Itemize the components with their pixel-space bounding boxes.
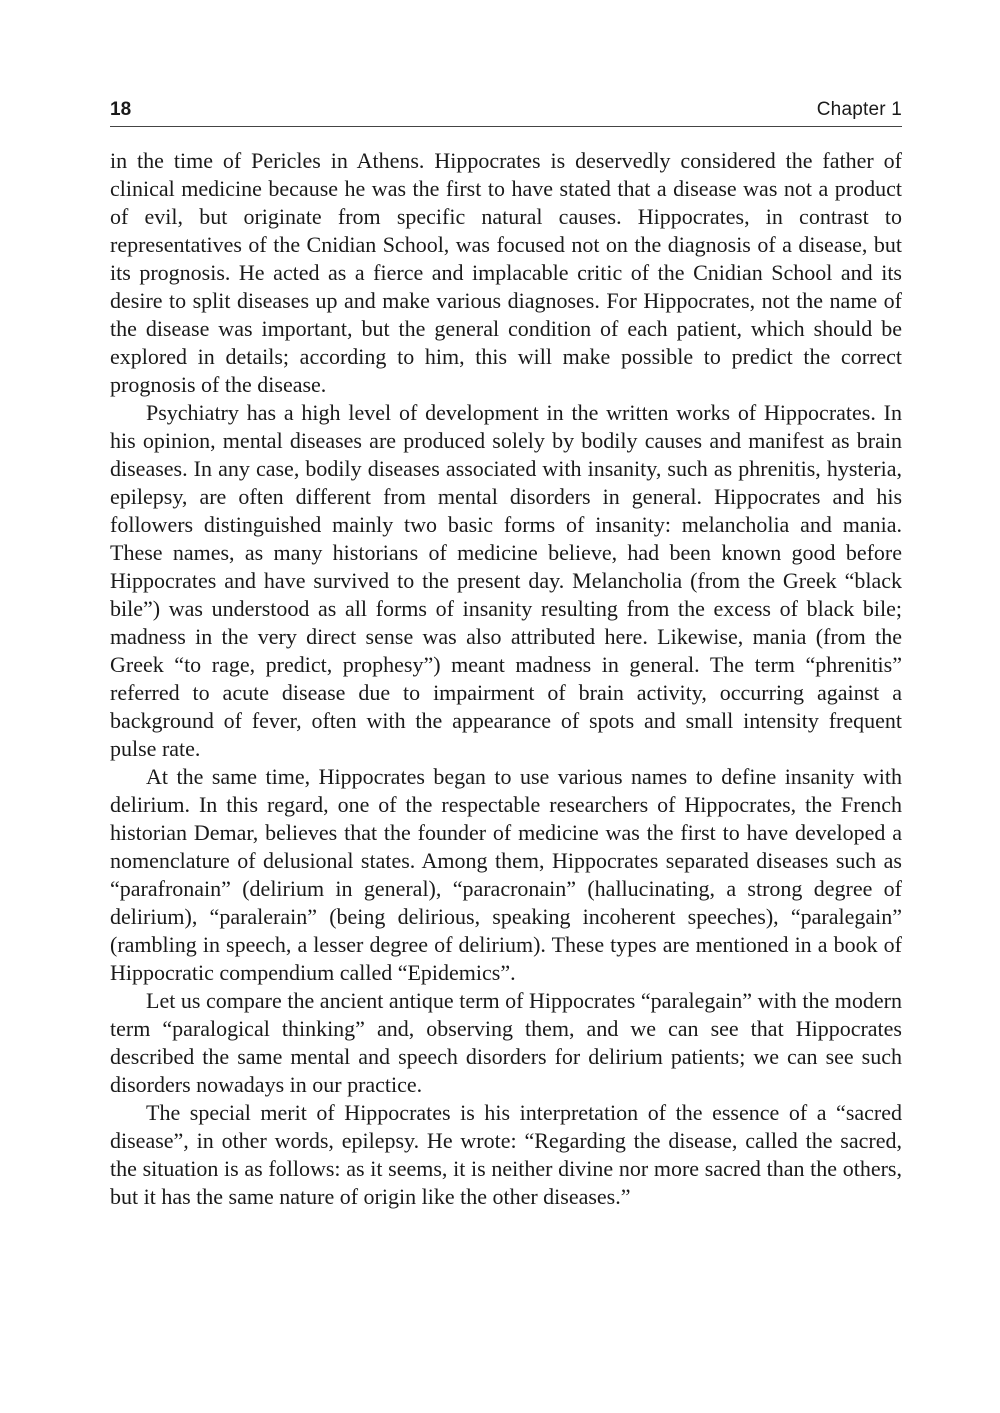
paragraph-sacred-disease: The special merit of Hippocrates is his interpretation of the essence of a “sacred disease”, in other words, epilepsy. He wrote: “Regarding the disease, called the sacred, the situation is as follows: as it seems, it is neither divine nor more sacred than the others, but it has the same nature of origin like the other diseases.” [110,1100,902,1209]
paragraph-comparison: Let us compare the ancient antique term of Hippocrates “paralegain” with the modern term “paralogical thinking” and, observing them, and we can see that Hippocrates described the same mental and speech disorders for delirium patients; we can see such disorders nowadays in our practice. [110,988,902,1097]
page-number: 18 [110,99,132,120]
chapter-label: Chapter 1 [816,99,902,120]
paragraph-continuation: in the time of Pericles in Athens. Hippocrates is deservedly considered the father of clinical medicine because he was the first to have stated that a disease was not a product of evil, but originate from specific natural causes. Hippocrates, in contrast to representatives of the Cnidian School, was focused not on the diagnosis of a disease, but its prognosis. He acted as a fierce and implacable critic of the Cnidian School and its desire to split diseases up and make various diagnoses. For Hippocrates, not the name of the disease was important, but the general condition of each patient, which should be explored in details; according to him, this will make possible to predict the correct prognosis of the disease. [110,148,902,397]
paragraph-psychiatry: Psychiatry has a high level of development in the written works of Hippocrates. In his opinion, mental diseases are produced solely by bodily causes and manifest as brain diseases. In any case, bodily diseases associated with insanity, such as phrenitis, hysteria, epilepsy, are often different from mental disorders in general. Hippocrates and his followers distinguished mainly two basic forms of insanity: melancholia and mania. These names, as many historians of medicine believe, had been known good before Hippocrates and have survived to the present day. Melancholia (from the Greek “black bile”) was understood as all forms of insanity resulting from the excess of black bile; madness in the very direct sense was also attributed here. Likewise, mania (from the Greek “to rage, predict, prophesy”) meant madness in general. The term “phrenitis” referred to acute disease due to impairment of brain activity, occurring against a background of fever, often with the appearance of spots and small intensity frequent pulse rate. [110,400,902,761]
paragraph-delirium-names: At the same time, Hippocrates began to use various names to define insanity with delirium. In this regard, one of the respectable researchers of Hippocrates, the French historian Demar, believes that the founder of medicine was the first to have developed a nomenclature of delusional states. Among them, Hippocrates separated diseases such as “parafronain” (delirium in general), “paracronain” (hallucinating, a strong degree of delirium), “paralerain” (being delirious, speaking incoherent speeches), “paralegain” (rambling in speech, a lesser degree of delirium). These types are mentioned in a book of Hippocratic compendium called “Epidemics”. [110,764,902,985]
body-text [110,147,902,1211]
book-page [110,98,902,1211]
running-header [110,98,902,127]
